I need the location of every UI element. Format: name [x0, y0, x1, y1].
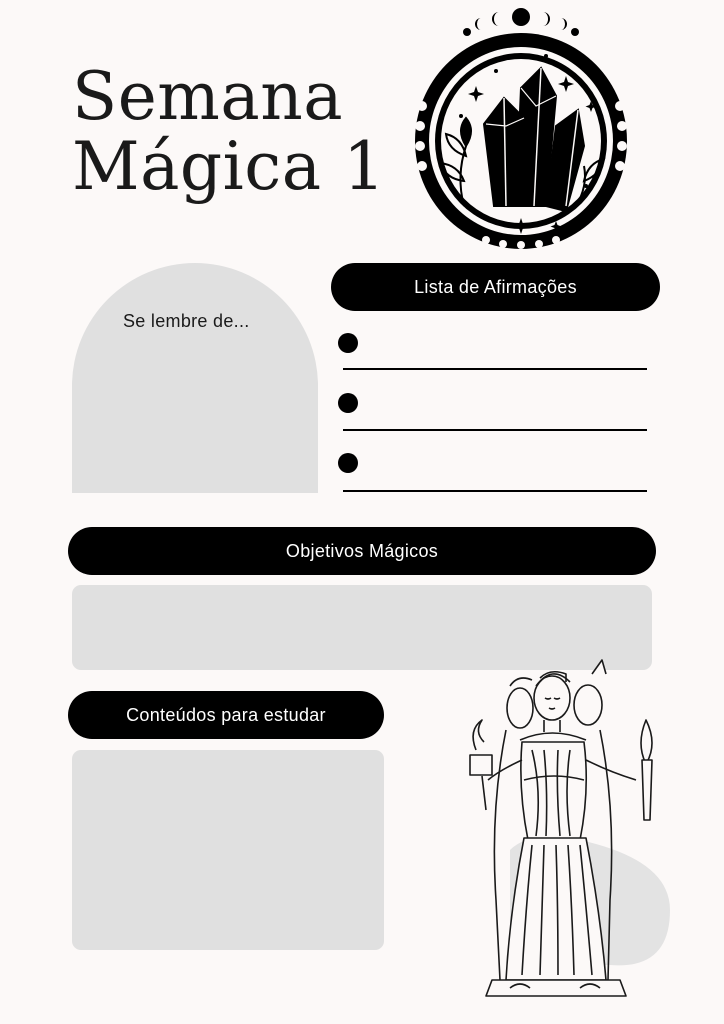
affirmation-line-3[interactable] [343, 490, 647, 492]
affirmation-bullet-3 [338, 453, 358, 473]
affirmations-header: Lista de Afirmações [331, 263, 660, 311]
affirmation-bullet-2 [338, 393, 358, 413]
title-line-2: Mágica 1 [72, 128, 386, 205]
reminder-panel[interactable] [72, 263, 318, 493]
study-box[interactable] [72, 750, 384, 950]
page-title [72, 58, 386, 205]
affirmation-line-2[interactable] [343, 429, 647, 431]
crystal-moon-emblem-icon [406, 6, 636, 256]
hecate-statue-icon [440, 650, 670, 1010]
affirmation-line-1[interactable] [343, 368, 647, 370]
reminder-label: Se lembre de... [123, 311, 250, 331]
study-header: Conteúdos para estudar [68, 691, 384, 739]
affirmation-bullet-1 [338, 333, 358, 353]
title-line-1: Semana [72, 58, 344, 135]
objectives-header: Objetivos Mágicos [68, 527, 656, 575]
